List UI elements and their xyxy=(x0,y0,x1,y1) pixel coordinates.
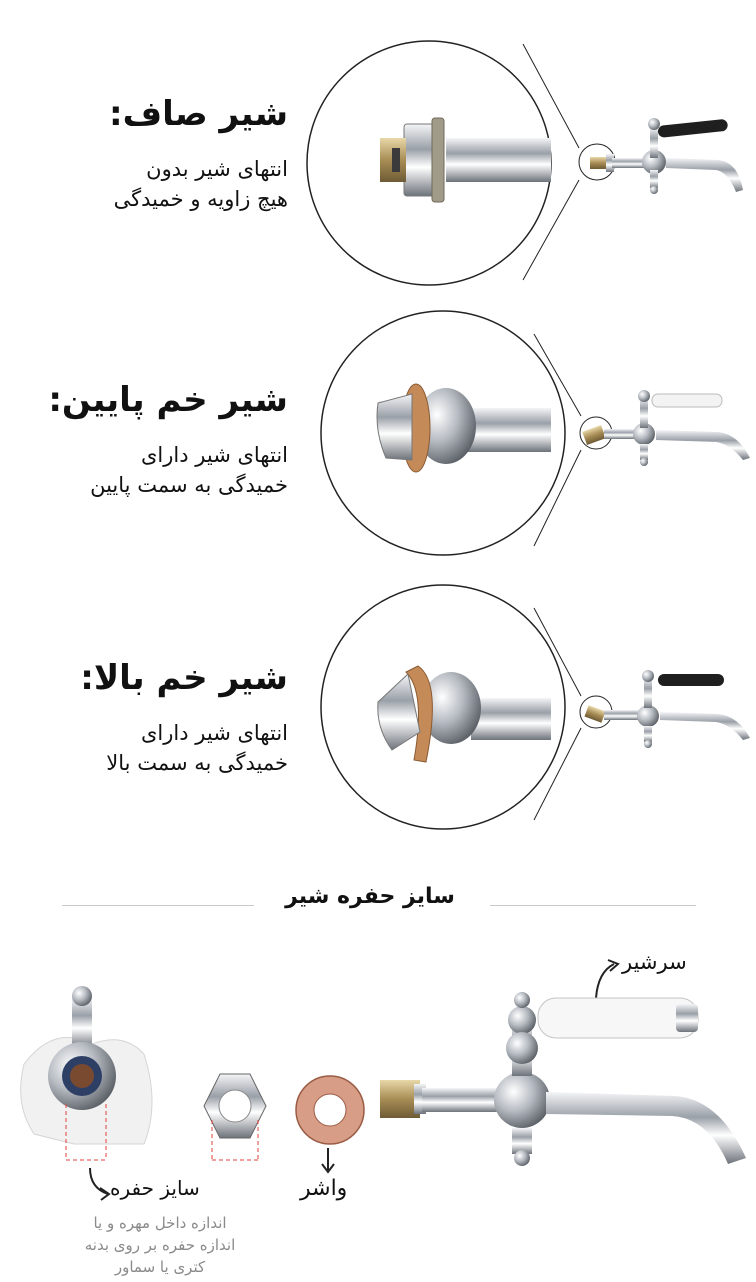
washer-label: واشر xyxy=(300,1176,348,1201)
section-desc-line2: خمیدگی به سمت پایین xyxy=(90,473,288,497)
faucet-large-image xyxy=(376,988,756,1178)
faucet-up-image xyxy=(578,660,756,770)
hole-size-note-line3: کتری یا سماور xyxy=(114,1258,206,1276)
faucet-body-hole-image xyxy=(14,984,164,1164)
section-title: شیر خم پایین: xyxy=(48,380,288,420)
section-desc-line2: هیچ زاویه و خمیدگی xyxy=(113,187,288,211)
divider-left xyxy=(62,905,254,906)
handle-label: سرشیر xyxy=(622,950,687,974)
washer-arrow xyxy=(318,1146,338,1176)
section-desc-line2: خمیدگی به سمت بالا xyxy=(106,751,288,775)
nut-image xyxy=(200,1070,270,1180)
section-straight-faucet xyxy=(0,30,756,300)
hole-size-heading: سایز حفره شیر xyxy=(285,884,455,909)
faucet-down-image xyxy=(578,386,756,496)
section-desc-line1: انتهای شیر دارای xyxy=(141,443,288,467)
section-desc-line1: انتهای شیر دارای xyxy=(141,721,288,745)
section-up-bend-faucet xyxy=(0,582,756,852)
section-desc-line1: انتهای شیر بدون xyxy=(146,157,288,181)
section-down-bend-faucet xyxy=(0,308,756,578)
hole-size-label: سایز حفره xyxy=(110,1176,200,1200)
section-title: شیر خم بالا: xyxy=(80,658,288,698)
faucet-straight-image xyxy=(578,110,756,220)
divider-right xyxy=(490,905,696,906)
hole-size-note-line2: اندازه حفره بر روی بدنه xyxy=(84,1236,236,1254)
section-title: شیر صاف: xyxy=(108,94,288,134)
washer-image xyxy=(290,1070,370,1150)
hole-size-note-line1: اندازه داخل مهره و یا xyxy=(93,1214,227,1232)
